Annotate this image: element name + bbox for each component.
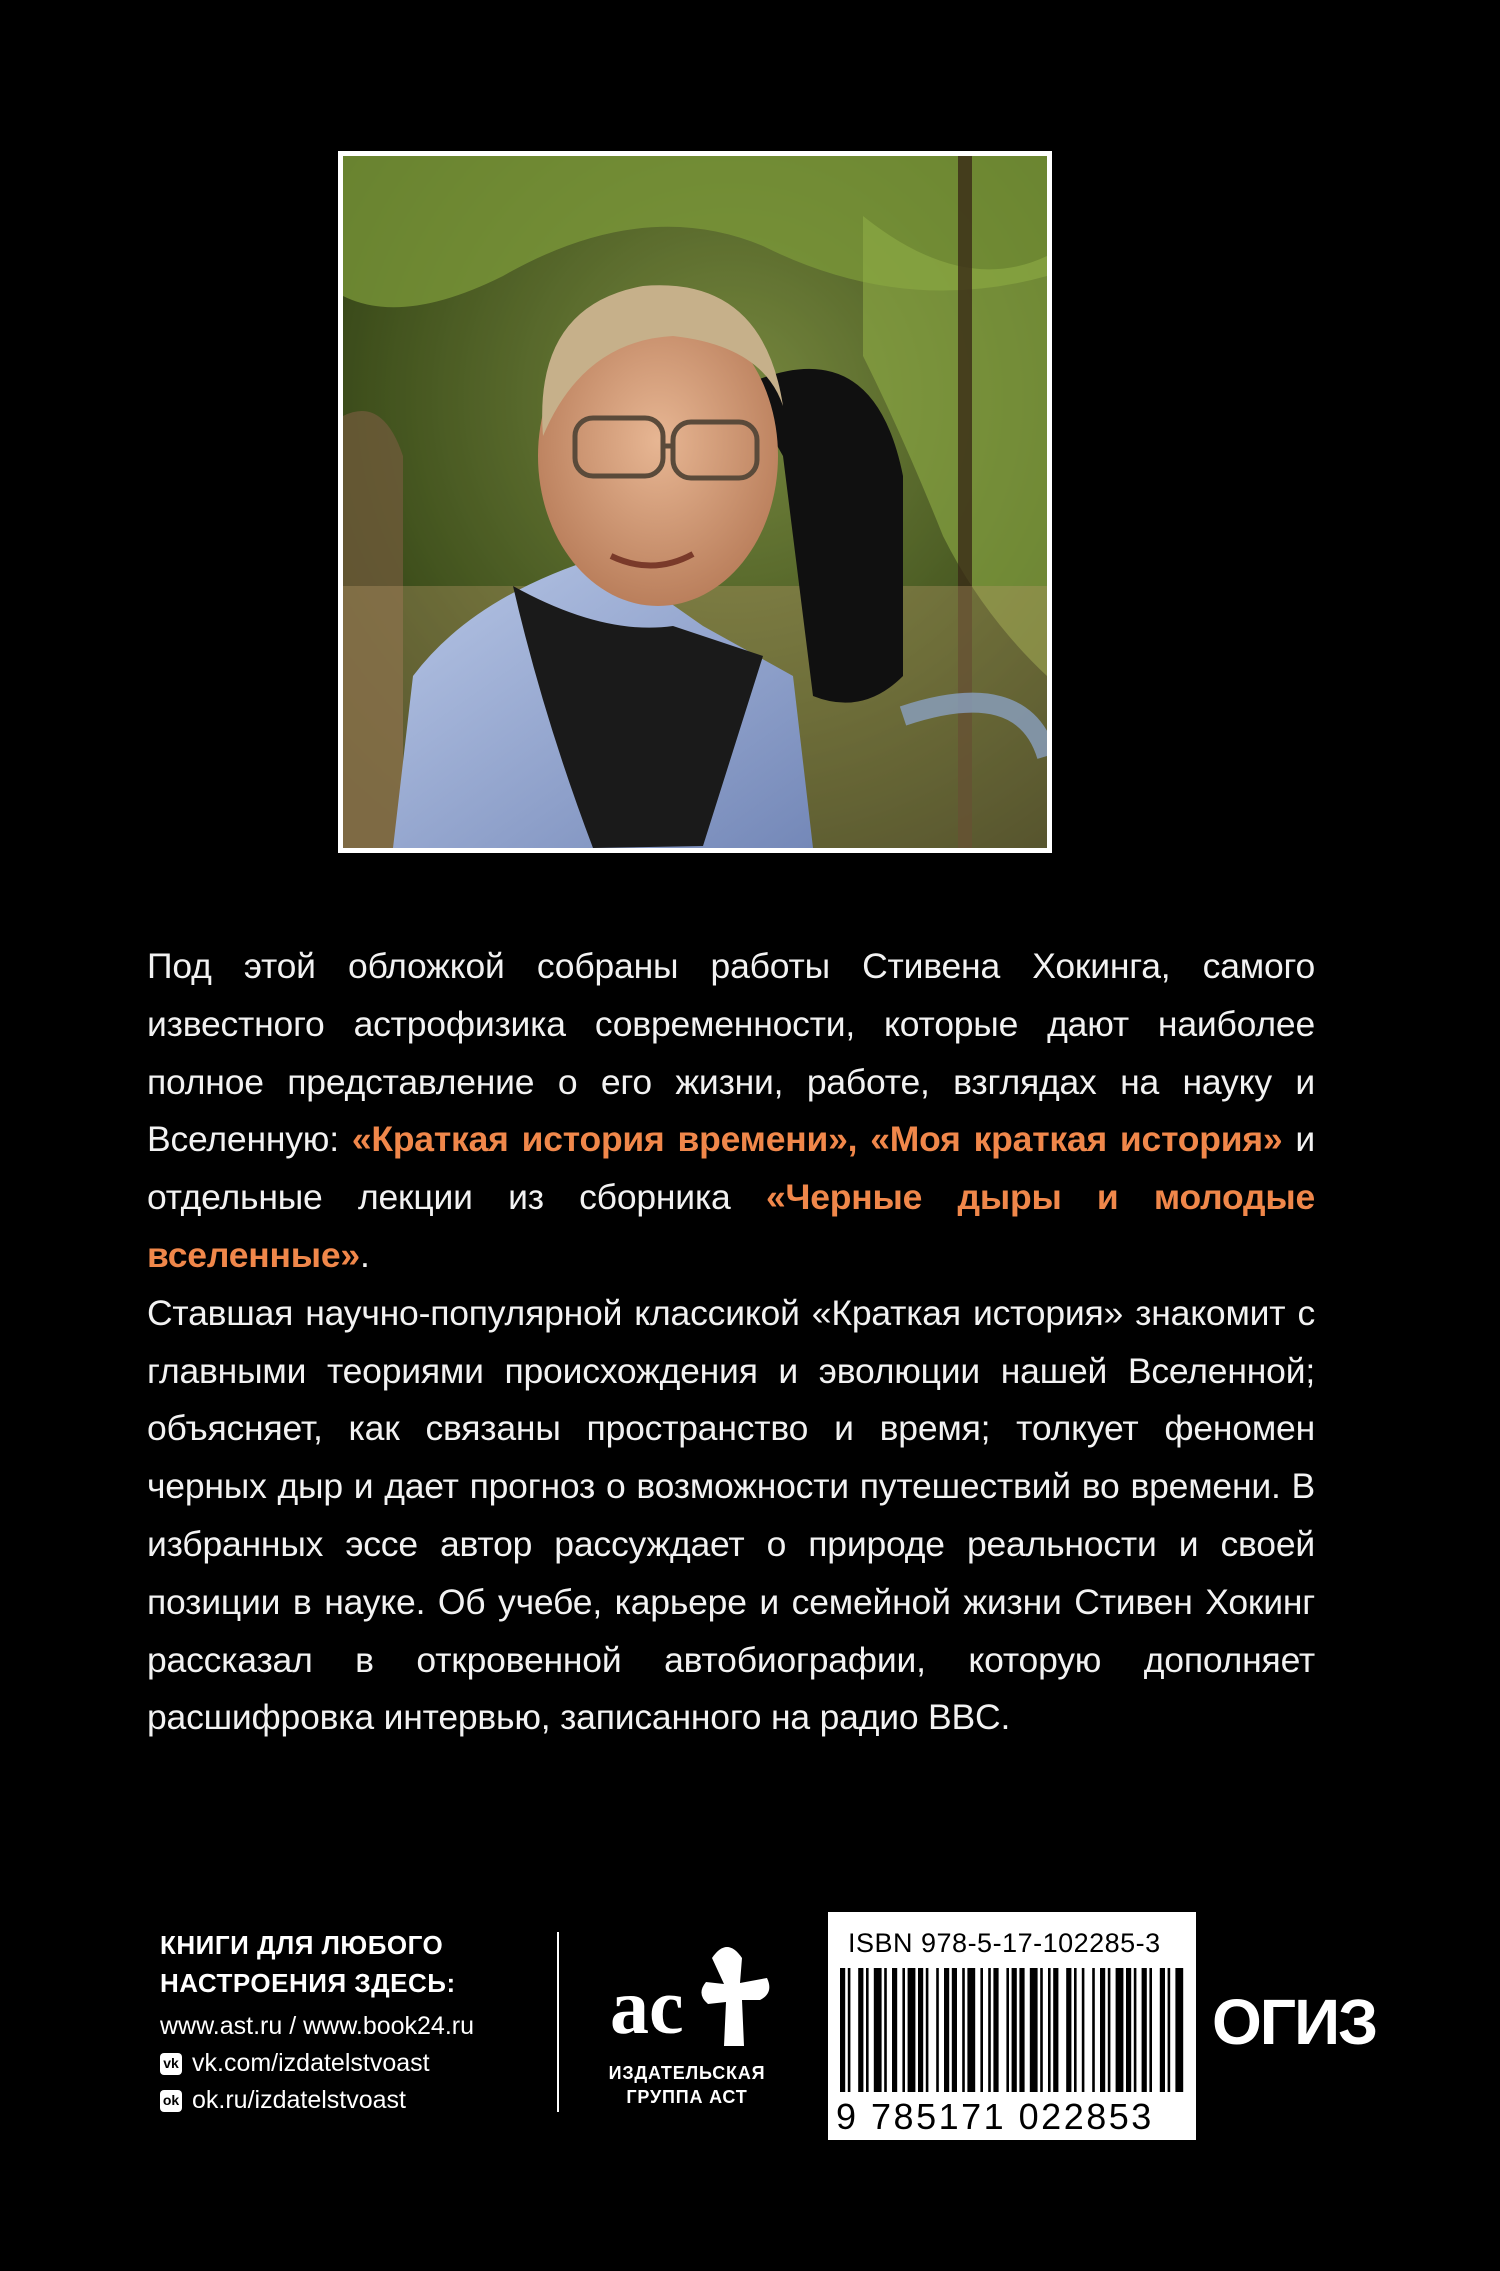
isbn-text: ISBN 978-5-17-102285-3 [848, 1928, 1161, 1958]
links-heading-2: НАСТРОЕНИЯ ЗДЕСЬ: [160, 1968, 456, 1998]
vk-line [160, 2045, 474, 2082]
description-paragraph-1: Под этой обложкой собраны работы Стивена Хокинга, самого известного астрофизика современности, которые дают наиболее полное представление о его жизни, работе, взглядах на науку и Вселенную: «Краткая история времени», «Моя краткая история» и отдельные лекции из сборника «Черные дыры и молодые вселенные». [147, 946, 1316, 1275]
vk-icon: vk [160, 2053, 182, 2075]
ast-caption-1: ИЗДАТЕЛЬСКАЯ [608, 2063, 766, 2083]
highlighted-titles: «Краткая история времени», «Моя краткая история» [351, 1119, 1283, 1160]
description-paragraph-2: Ставшая научно-популярной классикой «Краткая история» знакомит с главными теориями происхождения и эволюции нашей Вселенной; объясняет, как связаны пространство и время; толкует феномен черных дыр и дает прогноз о возможности путешествий во времени. В избранных эссе автор рассуждает о природе реальности и своей позиции в науке. Об учебе, карьере и семейной жизни Стивен Хокинг рассказал в откровенной автобиографии, которую дополняет расшифровка интервью, записанного на радио BBC. [147, 1292, 1315, 1738]
websites-link[interactable]: www.ast.ru / www.book24.ru [160, 2012, 475, 2040]
barcode-digits: 9 785171 022853 [836, 2096, 1154, 2137]
vk-link[interactable]: vk.com/izdatelstvoast [192, 2049, 430, 2077]
ok-line [160, 2082, 474, 2119]
portrait-image [343, 156, 1047, 848]
ok-link[interactable]: ok.ru/izdatelstvoast [192, 2086, 406, 2114]
author-photo [338, 151, 1052, 853]
websites-line [160, 2008, 474, 2045]
odnoklassniki-icon: ok [160, 2090, 182, 2112]
barcode-icon [836, 1968, 1188, 2092]
divider [557, 1932, 559, 2112]
highlighted-collection-title: «Черные дыры и молодые вселенные» [147, 1177, 1315, 1275]
ast-logo-letters: ac [610, 1963, 684, 2050]
ogiz-imprint-logo: ОГИЗ [1212, 1986, 1377, 2058]
ast-publisher-logo [592, 1928, 782, 2118]
barcode-panel [828, 1912, 1196, 2140]
book-description [147, 938, 1315, 1747]
ast-caption-2: ГРУППА АСТ [626, 2087, 748, 2107]
ast-figure-icon [701, 1947, 769, 2046]
publisher-links [160, 1926, 474, 2119]
ast-logo-mark [592, 1928, 782, 2058]
links-heading-1: КНИГИ ДЛЯ ЛЮБОГО [160, 1930, 444, 1960]
